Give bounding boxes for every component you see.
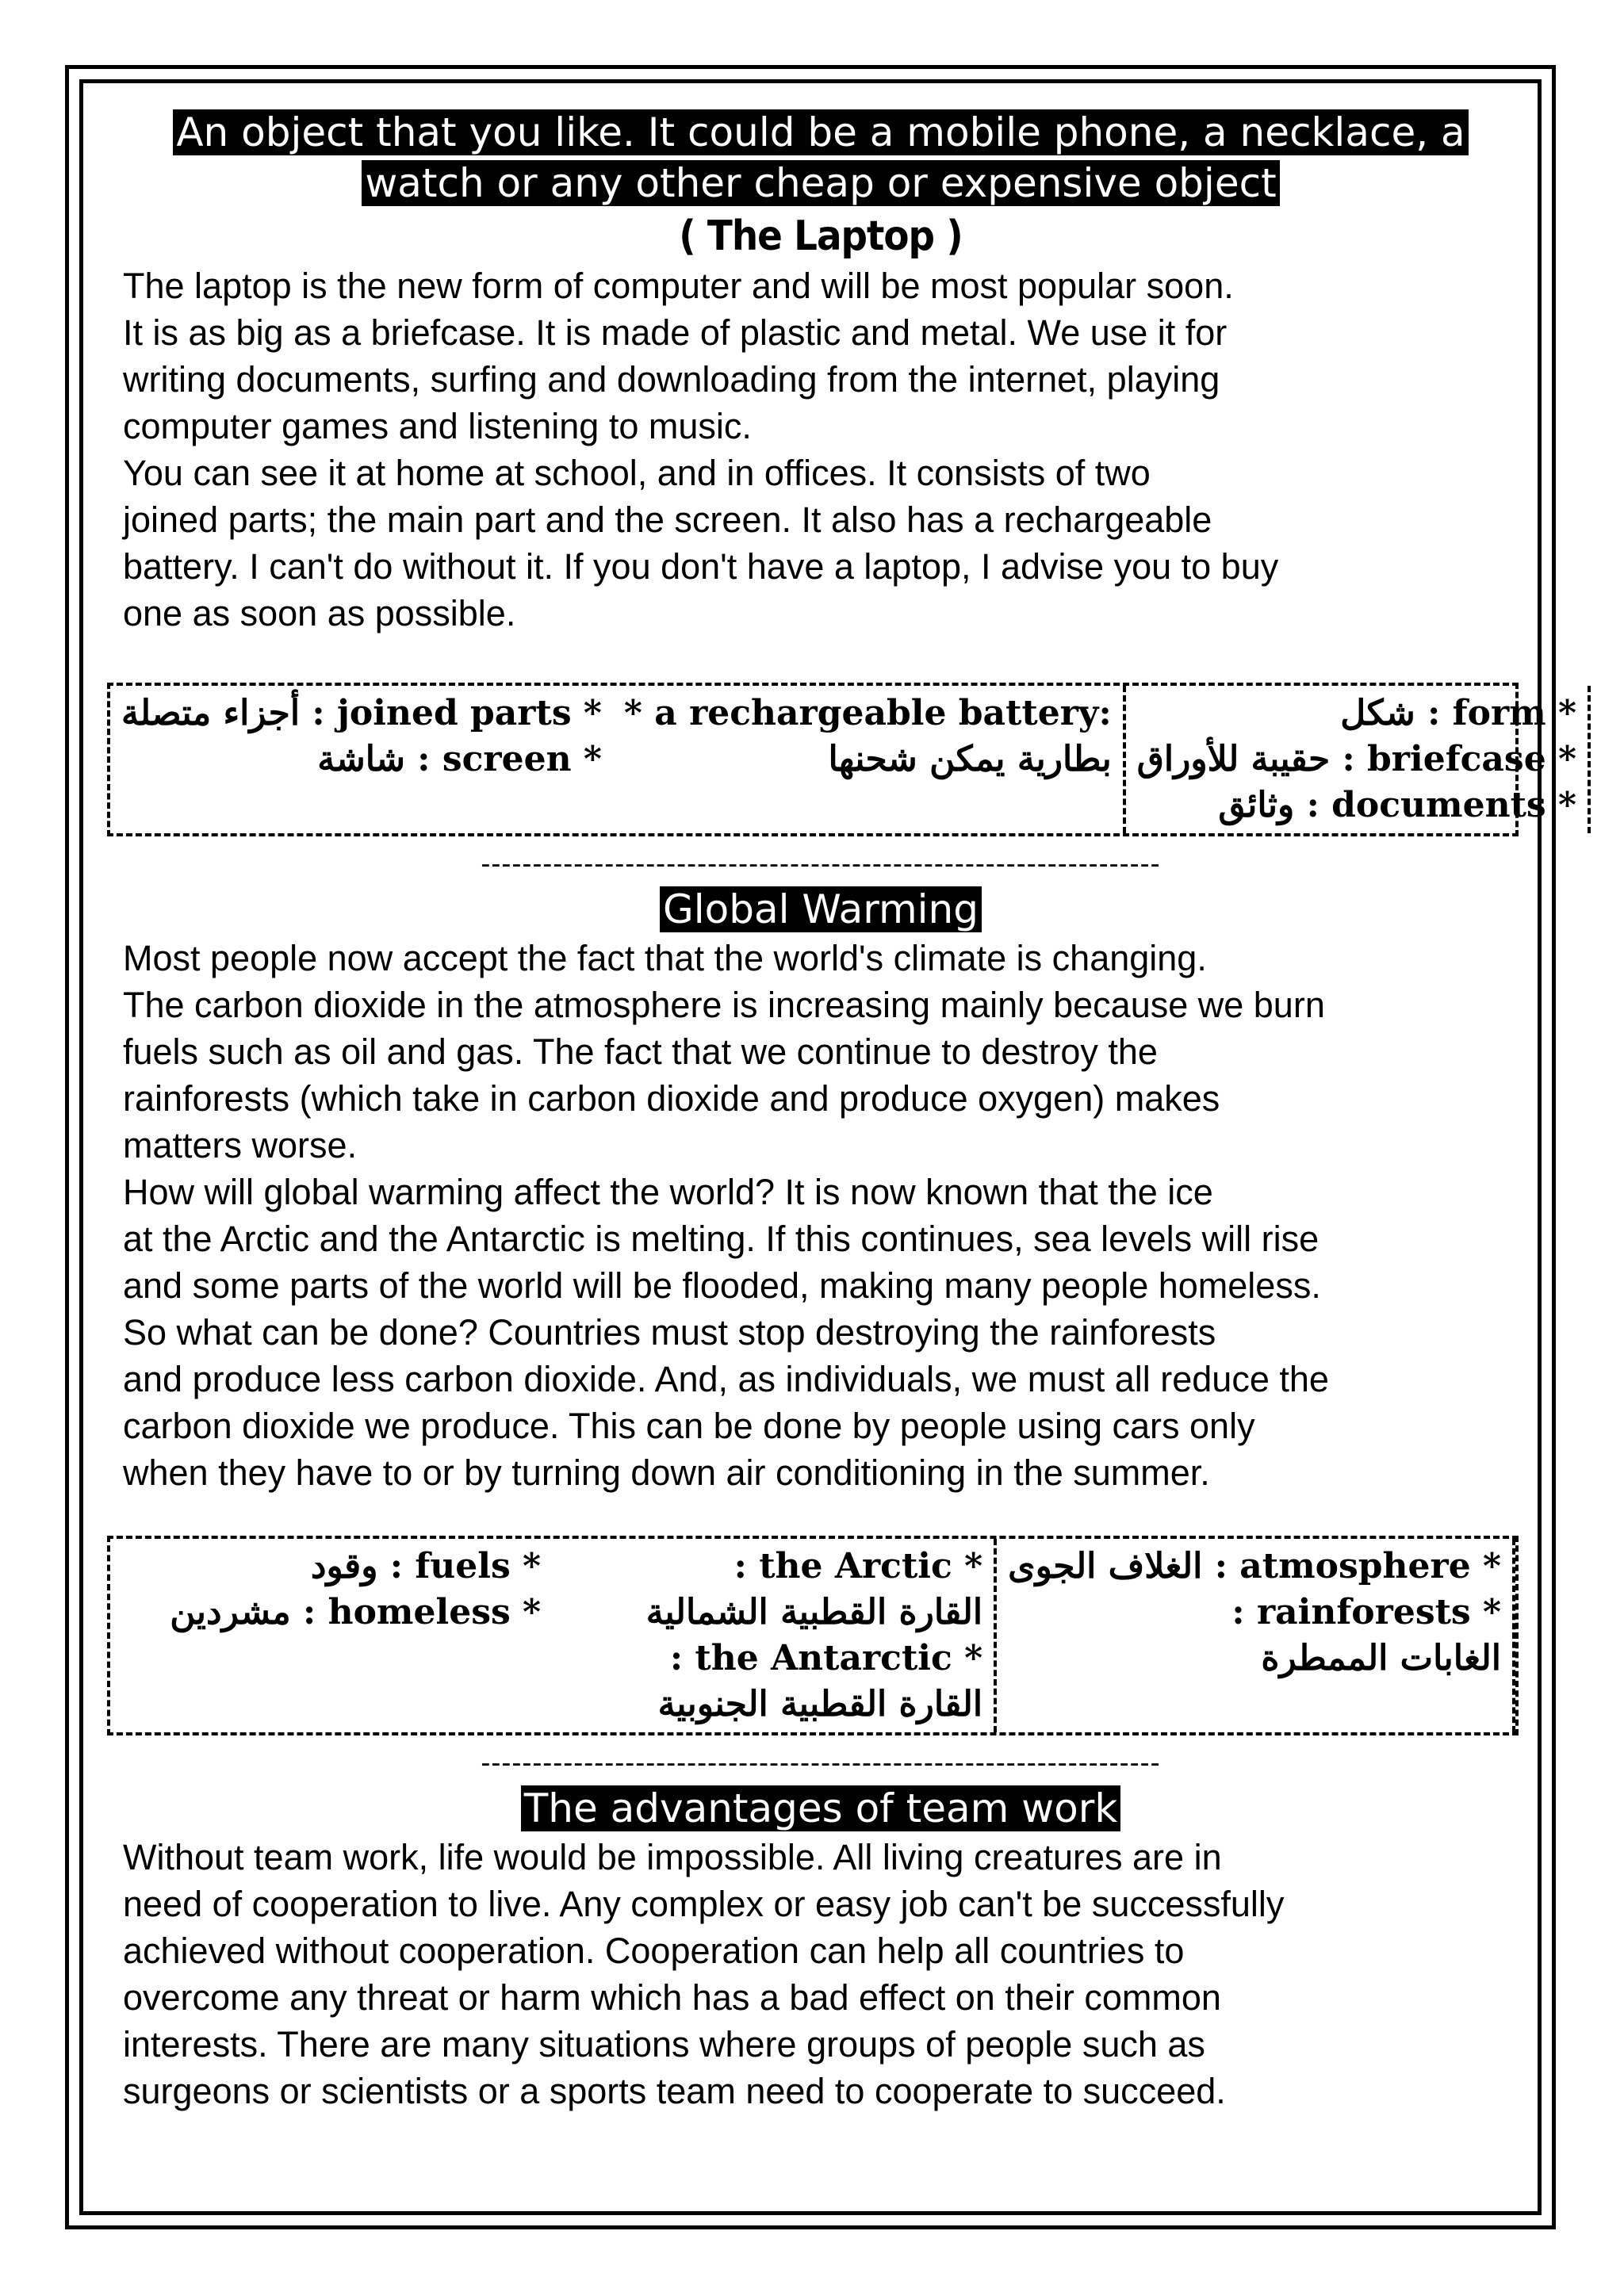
vocab-column bbox=[997, 1539, 1515, 1732]
vocab-entry: بطارية يمكن شحنها bbox=[828, 739, 1112, 779]
laptop-paragraph: The laptop is the new form of computer and will be most popular soon. It is as big as a briefcase. It is made of plastic and metal. We use it for writing documents, surfing and downloading from the internet, playing computer games and listening to music. You can see it at home at school, and in offices. It consists of two joined parts; the main part and the screen. It also has a rechargeable battery. I can't do without it. If you don't have a laptop, I advise you to buy one as soon as possible. bbox=[123, 266, 1279, 633]
team-work-paragraph: Without team work, life would be impossible. All living creatures are in need of cooperation to live. Any complex or easy job can't be successfully achieved without cooperation. Cooperation can help all countries to overcome any threat or harm which has a bad effect on their common interests. There are many situations where groups of people such as surgeons or scientists or a sports team need to cooperate to succeed. bbox=[123, 1837, 1285, 2111]
laptop-subtitle: ( The Laptop ) bbox=[679, 212, 963, 260]
vocab-entry: * joined parts : أجزاء متصلة bbox=[121, 693, 602, 733]
vocab-entry: * form : شكل bbox=[1340, 693, 1577, 733]
vocab-entry: القارة القطبية الشمالية bbox=[645, 1592, 983, 1632]
vocab-entry: الغابات الممطرة bbox=[1261, 1638, 1502, 1678]
global-warming-vocab-box bbox=[107, 1536, 1519, 1735]
vocab-column bbox=[110, 1539, 552, 1732]
document-content bbox=[121, 107, 1577, 2114]
vocab-entry: * rainforests : bbox=[1231, 1592, 1502, 1632]
team-work-heading: The advantages of team work bbox=[521, 1785, 1121, 1831]
section-separator: ------------------------------------------------------------------ bbox=[481, 848, 1161, 879]
vocab-column bbox=[552, 1539, 997, 1732]
laptop-heading-line1: An object that you like. It could be a mobile phone, a necklace, a bbox=[173, 109, 1468, 155]
vocab-entry: * screen : شاشة bbox=[317, 739, 602, 779]
vocab-entry: * fuels : وقود bbox=[310, 1546, 542, 1586]
global-warming-heading-wrap bbox=[123, 884, 1519, 935]
laptop-heading-line2: watch or any other cheap or expensive object bbox=[362, 160, 1279, 206]
vocab-column bbox=[613, 686, 1126, 833]
vocab-entry: * documents : وثائق bbox=[1218, 785, 1577, 825]
laptop-vocab-box bbox=[107, 683, 1577, 836]
vocab-column bbox=[110, 686, 613, 833]
vocab-entry: * homeless : مشردين bbox=[170, 1592, 542, 1632]
laptop-heading bbox=[123, 107, 1519, 209]
vocab-entry: القارة القطبية الجنوبية bbox=[657, 1684, 983, 1724]
global-warming-paragraph: Most people now accept the fact that the world's climate is changing. The carbon dioxide in the atmosphere is increasing mainly because we burn fuels such as oil and gas. The fact that we continue to destroy the rainforests (which take in carbon dioxide and produce oxygen) makes matters worse. How will global warming affect the world? It is now known that the ice at the Arctic and the Antarctic is melting. If this continues, sea levels will rise and some parts of the world will be flooded, making many people homeless. So what can be done? Countries must stop destroying the rainforests and produce less carbon dioxide. And, as individuals, we must all reduce the carbon dioxide we produce. This can be done by people using cars only when they have to or by turning down air conditioning in the summer. bbox=[123, 938, 1329, 1493]
vocab-entry: * a rechargeable battery: bbox=[623, 693, 1112, 733]
vocab-entry: * atmosphere : الغلاف الجوى bbox=[1008, 1546, 1502, 1586]
vocab-entry: * the Arctic : bbox=[733, 1546, 983, 1586]
vocab-entry: * briefcase : حقيبة للأوراق bbox=[1136, 739, 1577, 779]
vocab-column bbox=[1126, 686, 1591, 833]
section-separator: ------------------------------------------------------------------ bbox=[481, 1747, 1161, 1778]
team-work-heading-wrap bbox=[123, 1783, 1519, 1834]
vocab-entry: * the Antarctic : bbox=[669, 1638, 983, 1678]
global-warming-heading: Global Warming bbox=[660, 886, 982, 932]
